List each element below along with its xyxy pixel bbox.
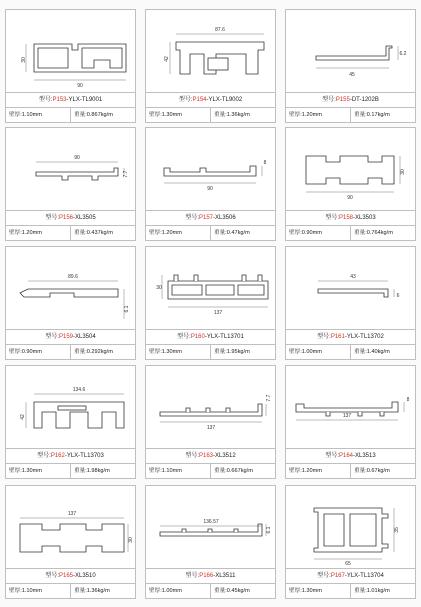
weight-label: 重量: xyxy=(214,468,227,474)
model-code: P163 xyxy=(198,453,213,459)
model-label: 型号: xyxy=(37,453,51,459)
dim-height: 30 xyxy=(128,537,134,543)
profile-card-p166 xyxy=(145,485,276,599)
model-series: -YLX-TL13702 xyxy=(344,334,384,340)
weight-label: 重量: xyxy=(74,112,87,118)
model-series: -XL3506 xyxy=(213,215,236,221)
spec-row xyxy=(146,583,275,599)
model-label: 型号: xyxy=(317,334,331,340)
model-code: P159 xyxy=(58,334,73,340)
weight-value: 1.36kg/m xyxy=(226,112,250,118)
thickness-value: 1.00mm xyxy=(301,349,322,355)
model-label: 型号: xyxy=(45,573,59,579)
weight-cell xyxy=(350,345,417,360)
model-code: P166 xyxy=(199,573,214,579)
spec-row xyxy=(146,463,275,479)
dim-width: 45 xyxy=(349,72,355,78)
dim-width: 137 xyxy=(342,413,352,419)
profile-card-p159 xyxy=(5,246,136,360)
thickness-value: 1.10mm xyxy=(21,588,42,594)
weight-cell xyxy=(350,584,417,599)
model-series: -YLX-TL9002 xyxy=(206,97,243,103)
spec-row xyxy=(146,344,275,360)
thickness-cell xyxy=(9,108,67,123)
thickness-cell xyxy=(9,345,67,360)
spec-row xyxy=(286,463,415,479)
model-label: 型号: xyxy=(177,334,191,340)
thickness-value: 0.90mm xyxy=(21,349,42,355)
weight-value: 0.764kg/m xyxy=(366,230,393,236)
model-row xyxy=(6,210,135,225)
dim-height: 6.1 xyxy=(124,305,130,313)
model-code: P154 xyxy=(192,97,207,103)
profile-drawing-svg xyxy=(146,366,275,448)
weight-label: 重量: xyxy=(354,588,367,594)
thickness-label: 壁厚: xyxy=(149,112,162,118)
dim-height: 7.7 xyxy=(266,394,272,402)
thickness-value: 0.90mm xyxy=(301,230,322,236)
weight-value: 0.47kg/m xyxy=(226,230,250,236)
dim-width: 90 xyxy=(77,83,83,89)
thickness-value: 1.30mm xyxy=(21,468,42,474)
spec-row xyxy=(286,344,415,360)
model-label: 型号: xyxy=(45,215,59,221)
profile-drawing-svg xyxy=(6,247,135,329)
model-row xyxy=(286,568,415,583)
dim-height: 30 xyxy=(400,169,406,175)
thickness-cell xyxy=(289,464,347,479)
spec-row xyxy=(146,225,275,241)
profile-drawing xyxy=(146,486,275,568)
profile-drawing-svg xyxy=(146,247,275,329)
model-code: P167 xyxy=(330,573,345,579)
thickness-label: 壁厚: xyxy=(289,468,302,474)
dim-height: 42 xyxy=(164,56,170,62)
dim-height: 8 xyxy=(406,397,410,403)
weight-value: 1.01kg/m xyxy=(366,588,390,594)
profile-drawing-svg xyxy=(6,10,135,92)
model-series: -XL3510 xyxy=(73,573,96,579)
weight-label: 重量: xyxy=(354,230,367,236)
thickness-label: 壁厚: xyxy=(289,230,302,236)
thickness-cell xyxy=(289,345,347,360)
model-series: -YLX-TL13704 xyxy=(344,573,384,579)
profile-drawing-svg xyxy=(146,486,275,568)
weight-label: 重量: xyxy=(214,112,227,118)
weight-label: 重量: xyxy=(74,468,87,474)
model-code: P160 xyxy=(190,334,205,340)
profile-card-p158 xyxy=(285,127,416,241)
weight-value: 0.45kg/m xyxy=(226,588,250,594)
profile-card-p167 xyxy=(285,485,416,599)
profile-card-p156 xyxy=(5,127,136,241)
profile-drawing xyxy=(6,247,135,329)
profile-card-p161 xyxy=(285,246,416,360)
weight-label: 重量: xyxy=(214,349,227,355)
thickness-label: 壁厚: xyxy=(9,588,22,594)
weight-cell xyxy=(210,226,277,241)
model-label: 型号: xyxy=(178,97,193,103)
thickness-value: 1.20mm xyxy=(301,468,322,474)
dim-width: 87.6 xyxy=(215,27,225,33)
spec-row xyxy=(146,107,275,123)
profile-drawing xyxy=(6,10,135,92)
thickness-cell xyxy=(9,464,67,479)
profile-card-p164 xyxy=(285,365,416,479)
profile-drawing xyxy=(6,128,135,210)
dim-width: 43 xyxy=(350,274,356,280)
weight-value: 0.292kg/m xyxy=(86,349,113,355)
weight-cell xyxy=(210,345,277,360)
model-series: -YLX-TL13701 xyxy=(204,334,244,340)
dim-height: 30 xyxy=(156,285,162,291)
profile-drawing xyxy=(286,366,415,448)
thickness-label: 壁厚: xyxy=(9,468,22,474)
model-series: -XL3511 xyxy=(213,573,236,579)
model-series: -XL3512 xyxy=(213,453,236,459)
profile-card-p153 xyxy=(5,9,136,123)
dim-height: 6.1 xyxy=(266,526,272,534)
model-row xyxy=(286,448,415,463)
profile-drawing xyxy=(286,486,415,568)
weight-cell xyxy=(210,584,277,599)
model-code: P158 xyxy=(338,215,353,221)
model-code: P164 xyxy=(338,453,353,459)
dim-width: 134.6 xyxy=(72,387,86,393)
model-row xyxy=(146,568,275,583)
thickness-cell xyxy=(149,464,207,479)
weight-cell xyxy=(70,226,137,241)
spec-row xyxy=(6,225,135,241)
weight-value: 1.95kg/m xyxy=(226,349,250,355)
weight-cell xyxy=(350,108,417,123)
thickness-cell xyxy=(289,108,347,123)
dim-height: 6 xyxy=(396,293,400,299)
model-series: -XL3503 xyxy=(353,215,376,221)
thickness-label: 壁厚: xyxy=(9,349,22,355)
thickness-label: 壁厚: xyxy=(9,230,22,236)
model-code: P153 xyxy=(52,97,67,103)
profile-card-p155 xyxy=(285,9,416,123)
model-code: P165 xyxy=(58,573,73,579)
model-label: 型号: xyxy=(185,453,199,459)
spec-row xyxy=(6,107,135,123)
weight-label: 重量: xyxy=(354,468,367,474)
profile-drawing-svg xyxy=(146,128,275,210)
thickness-label: 壁厚: xyxy=(149,230,162,236)
profile-card-p162 xyxy=(5,365,136,479)
model-row xyxy=(146,210,275,225)
model-row xyxy=(286,210,415,225)
model-label: 型号: xyxy=(45,334,59,340)
weight-label: 重量: xyxy=(214,230,227,236)
profile-drawing-svg xyxy=(286,128,415,210)
model-series: -XL3513 xyxy=(353,453,376,459)
weight-label: 重量: xyxy=(74,588,87,594)
thickness-value: 1.20mm xyxy=(161,230,182,236)
weight-cell xyxy=(70,464,137,479)
dim-height: 30 xyxy=(21,57,27,63)
dim-height: 6.2 xyxy=(399,51,407,57)
dim-height: 35 xyxy=(394,527,400,533)
profile-drawing-svg xyxy=(286,366,415,448)
profile-card-p165 xyxy=(5,485,136,599)
thickness-label: 壁厚: xyxy=(149,349,162,355)
profile-drawing-svg xyxy=(6,486,135,568)
thickness-value: 1.30mm xyxy=(301,588,322,594)
model-label: 型号: xyxy=(185,573,200,579)
model-label: 型号: xyxy=(185,215,199,221)
weight-cell xyxy=(70,108,137,123)
model-series: -XL3504 xyxy=(73,334,96,340)
dim-width: 137 xyxy=(213,310,223,316)
model-code: P162 xyxy=(50,453,65,459)
weight-value: 0.67kg/m xyxy=(366,468,390,474)
model-code: P155 xyxy=(335,97,350,103)
spec-row xyxy=(6,583,135,599)
dim-height: 42 xyxy=(20,414,26,420)
model-row xyxy=(286,92,415,107)
weight-cell xyxy=(210,108,277,123)
weight-cell xyxy=(70,584,137,599)
profile-drawing xyxy=(286,128,415,210)
thickness-cell xyxy=(149,226,207,241)
profile-drawing xyxy=(286,247,415,329)
model-row xyxy=(6,568,135,583)
weight-value: 0.667kg/m xyxy=(226,468,253,474)
weight-cell xyxy=(210,464,277,479)
thickness-label: 壁厚: xyxy=(289,588,302,594)
thickness-label: 壁厚: xyxy=(9,112,22,118)
thickness-cell xyxy=(149,345,207,360)
profile-drawing xyxy=(146,247,275,329)
profile-drawing-svg xyxy=(286,10,415,92)
profile-drawing-svg xyxy=(6,128,135,210)
dim-width: 90 xyxy=(207,186,213,192)
profile-drawing xyxy=(146,366,275,448)
weight-value: 1.40kg/m xyxy=(366,349,390,355)
thickness-value: 1.10mm xyxy=(21,112,42,118)
thickness-cell xyxy=(149,584,207,599)
dim-width: 90 xyxy=(74,155,80,161)
spec-row xyxy=(286,583,415,599)
weight-label: 重量: xyxy=(74,349,87,355)
dim-width: 65 xyxy=(345,561,351,567)
model-series: -DT-1202B xyxy=(349,97,379,103)
model-row xyxy=(6,92,135,107)
profile-drawing xyxy=(146,10,275,92)
profile-card-p160 xyxy=(145,246,276,360)
weight-value: 1.36kg/m xyxy=(86,588,110,594)
thickness-value: 1.00mm xyxy=(161,588,182,594)
weight-label: 重量: xyxy=(354,349,367,355)
thickness-label: 壁厚: xyxy=(149,468,162,474)
model-label: 型号: xyxy=(322,97,336,103)
model-label: 型号: xyxy=(325,215,339,221)
profile-drawing-svg xyxy=(6,366,135,448)
spec-row xyxy=(6,344,135,360)
thickness-value: 1.20mm xyxy=(301,112,322,118)
thickness-cell xyxy=(289,584,347,599)
profile-drawing-svg xyxy=(286,486,415,568)
spec-row xyxy=(286,225,415,241)
spec-row xyxy=(6,463,135,479)
model-series: -YLX-TL13703 xyxy=(64,453,104,459)
thickness-value: 1.30mm xyxy=(161,349,182,355)
profile-drawing xyxy=(146,128,275,210)
model-code: P161 xyxy=(330,334,345,340)
dim-width: 137 xyxy=(206,425,216,431)
model-label: 型号: xyxy=(325,453,339,459)
weight-value: 0.17kg/m xyxy=(366,112,390,118)
model-row xyxy=(6,329,135,344)
weight-cell xyxy=(350,464,417,479)
model-series: -XL3505 xyxy=(73,215,96,221)
profile-drawing xyxy=(6,486,135,568)
weight-label: 重量: xyxy=(354,112,367,118)
dim-width: 136.57 xyxy=(203,519,219,525)
dim-width: 89.6 xyxy=(68,274,78,280)
thickness-label: 壁厚: xyxy=(289,112,302,118)
model-row xyxy=(146,329,275,344)
thickness-value: 1.30mm xyxy=(161,112,182,118)
profile-card-p157 xyxy=(145,127,276,241)
thickness-label: 壁厚: xyxy=(289,349,302,355)
model-row xyxy=(146,92,275,107)
thickness-label: 壁厚: xyxy=(149,588,162,594)
thickness-cell xyxy=(149,108,207,123)
thickness-cell xyxy=(9,226,67,241)
model-code: P157 xyxy=(198,215,213,221)
model-code: P156 xyxy=(58,215,73,221)
weight-cell xyxy=(70,345,137,360)
dim-width: 137 xyxy=(67,511,77,517)
model-label: 型号: xyxy=(38,97,53,103)
model-label: 型号: xyxy=(317,573,331,579)
model-row xyxy=(6,448,135,463)
profile-drawing xyxy=(6,366,135,448)
profile-card-p154 xyxy=(145,9,276,123)
dim-height: 7.7 xyxy=(123,170,129,178)
thickness-cell xyxy=(289,226,347,241)
thickness-value: 1.10mm xyxy=(161,468,182,474)
weight-value: 1.98kg/m xyxy=(86,468,110,474)
weight-cell xyxy=(350,226,417,241)
thickness-cell xyxy=(9,584,67,599)
profile-drawing-svg xyxy=(146,10,275,92)
weight-value: 0.437kg/m xyxy=(86,230,113,236)
model-row xyxy=(286,329,415,344)
weight-label: 重量: xyxy=(214,588,227,594)
model-series: -YLX-TL9001 xyxy=(66,97,103,103)
weight-label: 重量: xyxy=(74,230,87,236)
profile-card-p163 xyxy=(145,365,276,479)
dim-width: 90 xyxy=(347,195,353,201)
dim-height: 8 xyxy=(263,160,267,166)
weight-value: 0.867kg/m xyxy=(86,112,113,118)
profile-drawing xyxy=(286,10,415,92)
model-row xyxy=(146,448,275,463)
profile-drawing-svg xyxy=(286,247,415,329)
thickness-value: 1.20mm xyxy=(21,230,42,236)
spec-row xyxy=(286,107,415,123)
